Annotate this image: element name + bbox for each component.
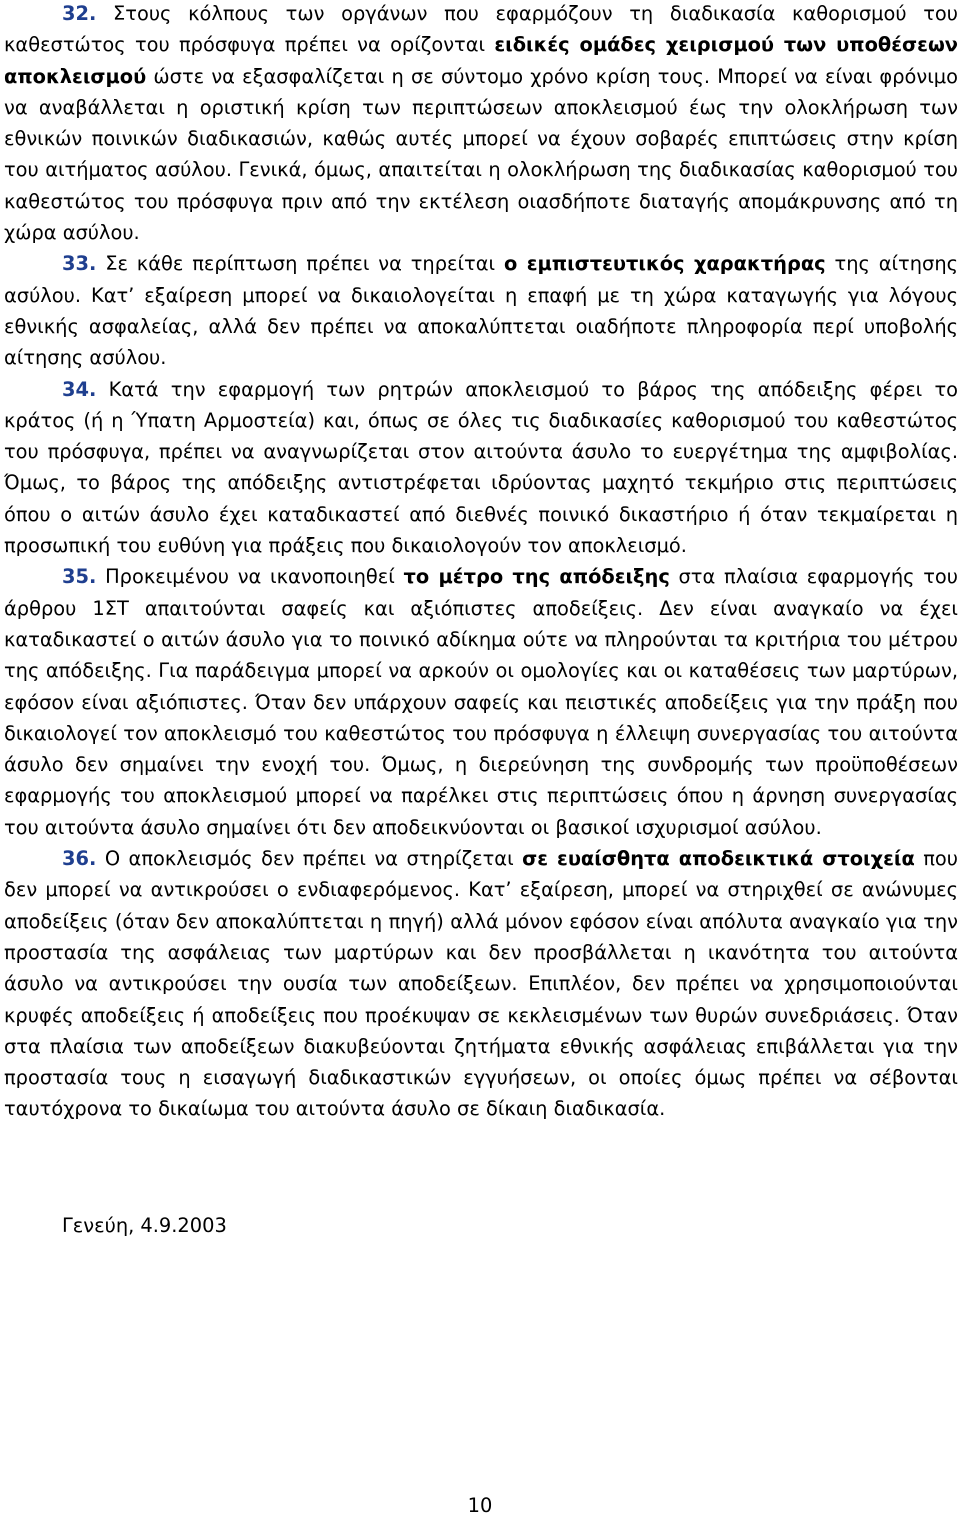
paragraph-text: Σε κάθε περίπτωση πρέπει να τηρείται (96, 252, 504, 276)
paragraph (4, 0, 958, 248)
paragraph-text: της αίτησης ασύλου. Κατ’ εξαίρεση μπορεί να δικαιολογείται η επαφή με τη χώρα καταγωγής για λόγους εθνικής ασφαλείας, αλλά δεν πρέπει να αποκαλύπτεται οιαδήποτε πληροφορία περί υποβολής αίτησης ασύλου. (4, 252, 958, 370)
paragraph-text: Ο αποκλεισμός δεν πρέπει να στηρίζεται (96, 847, 523, 871)
paragraph-number: 33. (62, 252, 97, 276)
paragraph (4, 561, 958, 843)
emphasized-text: το μέτρο της απόδειξης (403, 565, 670, 589)
paragraph-text: Κατά την εφαρμογή των ρητρών αποκλεισμού το βάρος της απόδειξης φέρει το κράτος (ή η Ύπατη Αρμοστεία) και, όπως σε όλες τις διαδικασίες καθορισμού του καθεστώτος του πρόσφυγα, πρέπει να αναγνωρίζεται στον αιτούντα άσυλο το ευεργέτημα της αμφιβολίας. Όμως, το βάρος της απόδειξης αντιστρέφεται ιδρύοντας μαχητό τεκμήριο στις περιπτώσεις όπου ο αιτών άσυλο έχει καταδικαστεί από διεθνές ποινικό δικαστήριο ή όταν τεκμαίρεται η προσωπική του ευθύνη για πράξεις που δικαιολογούν τον αποκλεισμό. (4, 377, 958, 558)
emphasized-text: ο εμπιστευτικός χαρακτήρας (503, 252, 826, 276)
paragraph-text: που δεν μπορεί να αντικρούσει ο ενδιαφερόμενος. Κατ’ εξαίρεση, μπορεί να στηριχθεί σε ανώνυμες αποδείξεις (όταν δεν αποκαλύπτεται η πηγή) αλλά μόνον εφόσον είναι απόλυτα αναγκαίο για την προστασία της ασφάλειας των μαρτύρων και δεν προσβάλλεται η ικανότητα του αιτούντα άσυλο να αντικρούσει την ουσία των αποδείξεων. Επιπλέον, δεν πρέπει να χρησιμοποιούνται κρυφές αποδείξεις ή αποδείξεις που προέκυψαν σε κεκλεισμένων των θυρών συνεδριάσεις. Όταν στα πλαίσια των αποδείξεων διακυβεύονται ζητήματα εθνικής ασφάλειας επιβάλλεται για την προστασία τους η εισαγωγή διαδικαστικών εγγυήσεων, οι οποίες όμως πρέπει να σέβονται ταυτόχρονα το δικαίωμα του αιτούντα άσυλο σε δίκαιη διαδικασία. (4, 847, 959, 1121)
paragraph (4, 248, 958, 373)
emphasized-text: σε ευαίσθητα αποδεικτικά στοιχεία (522, 847, 915, 871)
page-number: 10 (467, 1494, 493, 1517)
paragraph-text: Προκειμένου να ικανοποιηθεί (96, 565, 404, 589)
paragraph (4, 843, 958, 1125)
document-body (4, 0, 958, 1125)
paragraph-number: 36. (62, 847, 97, 871)
paragraph-number: 32. (62, 2, 97, 25)
paragraph-text: ώστε να εξασφαλίζεται η σε σύντομο χρόνο κρίση τους. Μπορεί να είναι φρόνιμο να αναβάλλεται η οριστική κρίση των περιπτώσεων αποκλεισμού έως την ολοκλήρωση των εθνικών ποινικών διαδικασιών, καθώς αυτές μπορεί να έχουν σοβαρές επιπτώσεις στην κρίση του αιτήματος ασύλου. Γενικά, όμως, απαιτείται η ολοκλήρωση της διαδικασίας καθορισμού του καθεστώτος του πρόσφυγα πριν από την εκτέλεση οιασδήποτε διαταγής απομάκρυνσης από τη χώρα ασύλου. (4, 64, 958, 245)
paragraph-number: 34. (62, 377, 97, 401)
paragraph-text: Στους κόλπους των οργάνων που εφαρμόζουν τη διαδικασία καθορισμού του καθεστώτος του πρόσφυγα πρέπει να ορίζονται (4, 2, 958, 57)
paragraph-number: 35. (62, 565, 97, 589)
paragraph-text: στα πλαίσια εφαρμογής του άρθρου 1ΣΤ απαιτούνται σαφείς και αξιόπιστες αποδείξεις. Δεν είναι αναγκαίο να έχει καταδικαστεί ο αιτών άσυλο για το ποινικό αδίκημα ούτε να πληρούνται τα κριτήρια του μέτρου της απόδειξης. Για παράδειγμα μπορεί να αρκούν οι ομολογίες και οι καταθέσεις των μαρτύρων, εφόσον είναι αξιόπιστες. Όταν δεν υπάρχουν σαφείς και πειστικές αποδείξεις για την πράξη που δικαιολογεί τον αποκλεισμό του καθεστώτος του πρόσφυγα η έλλειψη συνεργασίας του αιτούντα άσυλο δεν σημαίνει την ενοχή του. Όμως, η διερεύνηση της συνδρομής των προϋποθέσεων εφαρμογής του αποκλεισμού μπορεί να παρέλκει στις περιπτώσεις όπου η άρνηση συνεργασίας του αιτούντα άσυλο σημαίνει ότι δεν αποδεικνύονται οι βασικοί ισχυρισμοί ασύλου. (4, 565, 958, 839)
signoff-place-date: Γενεύη, 4.9.2003 (62, 1214, 227, 1237)
emphasized-text: ειδικές ομάδες χειρισμού των υποθέσεων αποκλεισμού (4, 33, 959, 88)
paragraph (4, 374, 958, 562)
